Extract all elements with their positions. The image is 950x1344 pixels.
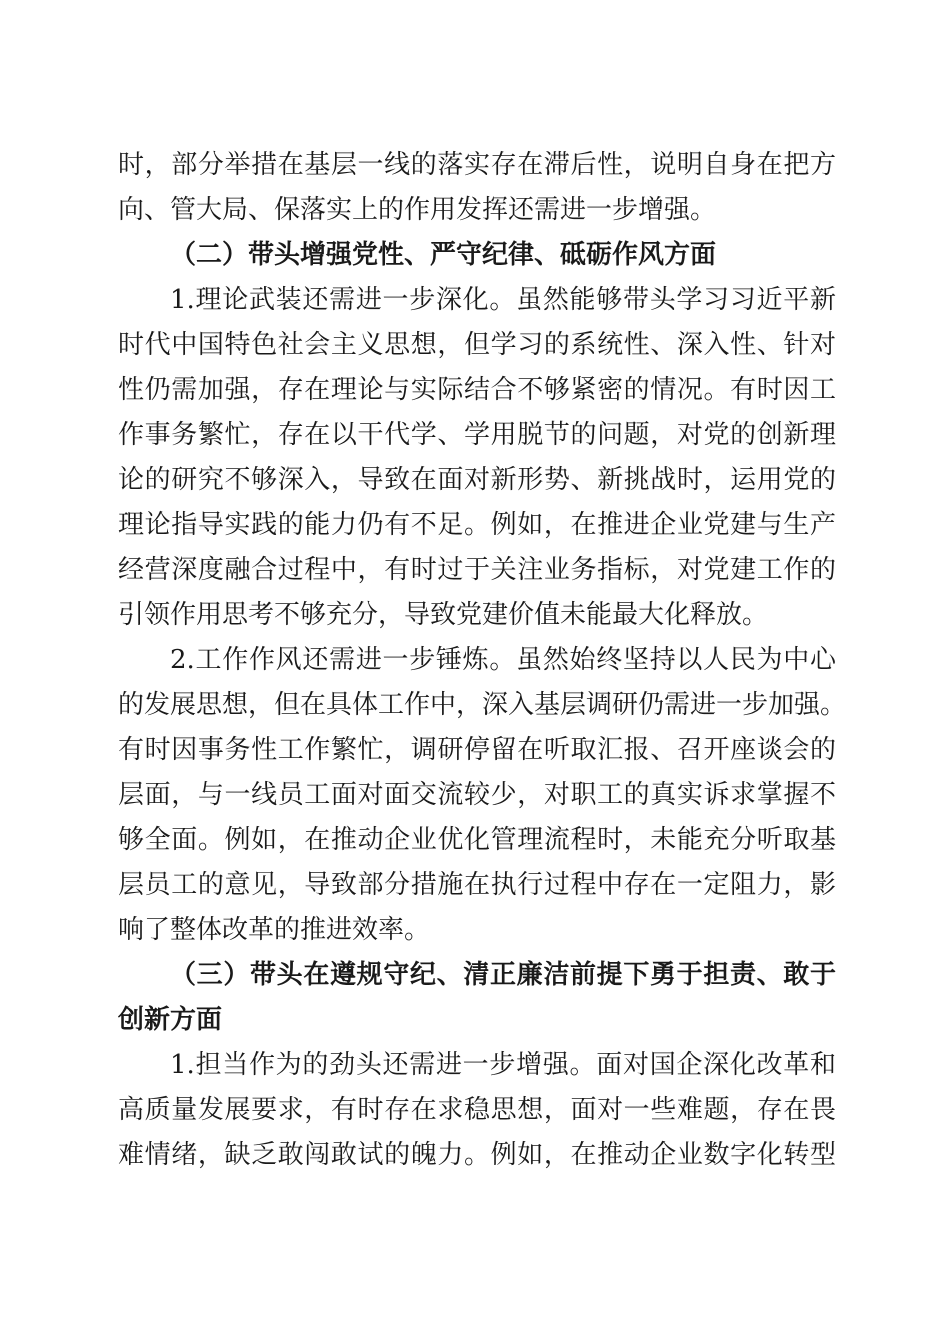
paragraph-line: 时，部分举措在基层一线的落实存在滞后性，说明自身在把方 xyxy=(118,150,836,180)
section-heading-3-continued: 创新方面 xyxy=(118,1005,223,1035)
section-heading-3: （三）带头在遵规守纪、清正廉洁前提下勇于担责、敢于 xyxy=(170,960,836,990)
paragraph-line: 作事务繁忙，存在以干代学、学用脱节的问题，对党的创新理 xyxy=(118,420,836,450)
paragraph-line: 1.担当作为的劲头还需进一步增强。面对国企深化改革和 xyxy=(170,1050,836,1080)
paragraph-line: 论的研究不够深入，导致在面对新形势、新挑战时，运用党的 xyxy=(118,465,836,495)
paragraph-line: 够全面。例如，在推动企业优化管理流程时，未能充分听取基 xyxy=(118,825,836,855)
paragraph-line: 层员工的意见，导致部分措施在执行过程中存在一定阻力，影 xyxy=(118,870,836,900)
paragraph-line: 难情绪，缺乏敢闯敢试的魄力。例如，在推动企业数字化转型 xyxy=(118,1140,836,1170)
paragraph-line: 2.工作作风还需进一步锤炼。虽然始终坚持以人民为中心 xyxy=(170,645,836,675)
paragraph-line: 性仍需加强，存在理论与实际结合不够紧密的情况。有时因工 xyxy=(118,375,836,405)
section-heading-2: （二）带头增强党性、严守纪律、砥砺作风方面 xyxy=(170,240,717,270)
paragraph-line: 向、管大局、保落实上的作用发挥还需进一步增强。 xyxy=(118,195,717,225)
paragraph-line: 的发展思想，但在具体工作中，深入基层调研仍需进一步加强。 xyxy=(118,690,847,720)
paragraph-line: 1.理论武装还需进一步深化。虽然能够带头学习习近平新 xyxy=(170,285,836,315)
document-body xyxy=(118,143,847,1178)
paragraph-line: 响了整体改革的推进效率。 xyxy=(118,915,431,945)
paragraph-line: 理论指导实践的能力仍有不足。例如，在推进企业党建与生产 xyxy=(118,510,836,540)
paragraph-line: 层面，与一线员工面对面交流较少，对职工的真实诉求掌握不 xyxy=(118,780,836,810)
paragraph-line: 引领作用思考不够充分，导致党建价值未能最大化释放。 xyxy=(118,600,769,630)
paragraph-line: 时代中国特色社会主义思想，但学习的系统性、深入性、针对 xyxy=(118,330,836,360)
paragraph-line: 有时因事务性工作繁忙，调研停留在听取汇报、召开座谈会的 xyxy=(118,735,836,765)
paragraph-line: 高质量发展要求，有时存在求稳思想，面对一些难题，存在畏 xyxy=(118,1095,836,1125)
paragraph-line: 经营深度融合过程中，有时过于关注业务指标，对党建工作的 xyxy=(118,555,836,585)
